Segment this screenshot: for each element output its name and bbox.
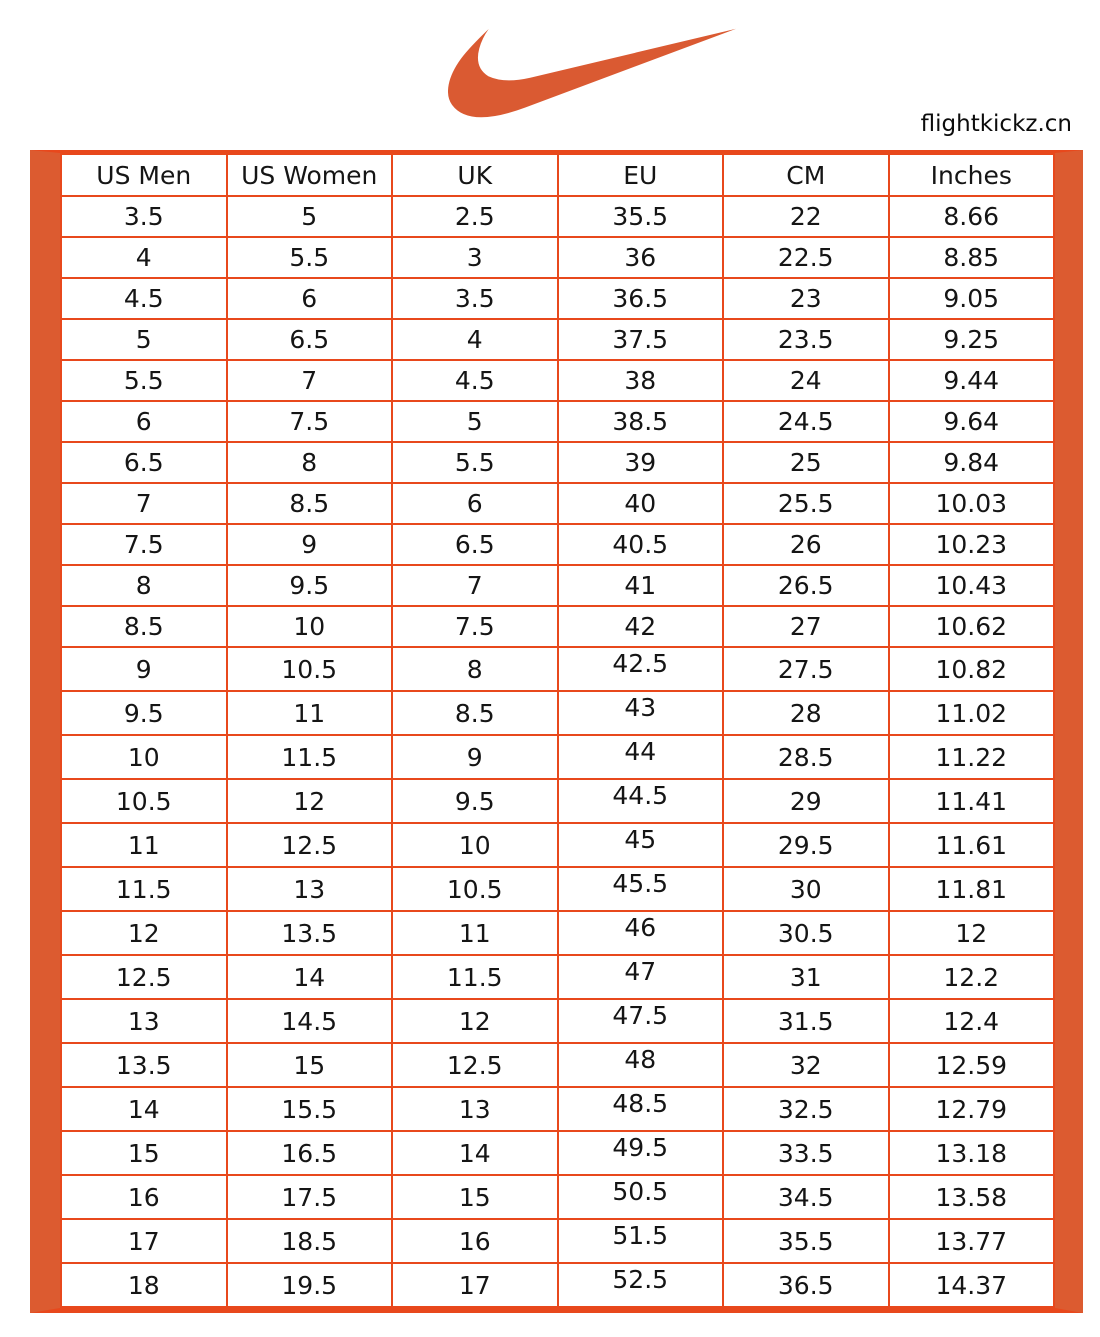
cell: 6.5 bbox=[392, 524, 558, 565]
cell: 28 bbox=[723, 691, 889, 735]
cell: 30.5 bbox=[723, 911, 889, 955]
cell: 45.5 bbox=[558, 867, 724, 911]
cell: 14 bbox=[227, 955, 393, 999]
cell: 22.5 bbox=[723, 237, 889, 278]
table-row bbox=[61, 196, 1054, 237]
cell: 13.5 bbox=[61, 1043, 227, 1087]
cell: 44 bbox=[558, 735, 724, 779]
cell: 18.5 bbox=[227, 1219, 393, 1263]
table-row bbox=[61, 735, 1054, 779]
cell: 11.41 bbox=[889, 779, 1055, 823]
cell: 12.4 bbox=[889, 999, 1055, 1043]
cell: 11.5 bbox=[61, 867, 227, 911]
cell: 26.5 bbox=[723, 565, 889, 606]
cell: 3.5 bbox=[392, 278, 558, 319]
cell: 35.5 bbox=[558, 196, 724, 237]
cell: 44.5 bbox=[558, 779, 724, 823]
cell: 4 bbox=[392, 319, 558, 360]
cell: 8.85 bbox=[889, 237, 1055, 278]
table-row bbox=[61, 565, 1054, 606]
cell: 5.5 bbox=[227, 237, 393, 278]
cell: 15.5 bbox=[227, 1087, 393, 1131]
cell: 8 bbox=[392, 647, 558, 691]
column-header: EU bbox=[558, 154, 724, 196]
cell: 3 bbox=[392, 237, 558, 278]
table-row bbox=[61, 867, 1054, 911]
cell: 18 bbox=[61, 1263, 227, 1307]
cell: 9 bbox=[61, 647, 227, 691]
cell: 35.5 bbox=[723, 1219, 889, 1263]
cell: 5.5 bbox=[392, 442, 558, 483]
cell: 7 bbox=[227, 360, 393, 401]
cell: 12.5 bbox=[392, 1043, 558, 1087]
cell: 7.5 bbox=[392, 606, 558, 647]
cell: 12.5 bbox=[61, 955, 227, 999]
cell: 30 bbox=[723, 867, 889, 911]
cell: 12 bbox=[61, 911, 227, 955]
cell: 46 bbox=[558, 911, 724, 955]
cell: 6 bbox=[392, 483, 558, 524]
cell: 16 bbox=[392, 1219, 558, 1263]
cell: 9.5 bbox=[227, 565, 393, 606]
table-row bbox=[61, 278, 1054, 319]
cell: 7.5 bbox=[227, 401, 393, 442]
cell: 10.03 bbox=[889, 483, 1055, 524]
cell: 11.02 bbox=[889, 691, 1055, 735]
column-header: Inches bbox=[889, 154, 1055, 196]
cell: 13.18 bbox=[889, 1131, 1055, 1175]
cell: 43 bbox=[558, 691, 724, 735]
cell: 42.5 bbox=[558, 647, 724, 691]
cell: 48 bbox=[558, 1043, 724, 1087]
cell: 41 bbox=[558, 565, 724, 606]
cell: 13.5 bbox=[227, 911, 393, 955]
cell: 14 bbox=[61, 1087, 227, 1131]
cell: 12 bbox=[392, 999, 558, 1043]
cell: 9.64 bbox=[889, 401, 1055, 442]
cell: 10.62 bbox=[889, 606, 1055, 647]
cell: 50.5 bbox=[558, 1175, 724, 1219]
cell: 34.5 bbox=[723, 1175, 889, 1219]
column-header: UK bbox=[392, 154, 558, 196]
cell: 9 bbox=[392, 735, 558, 779]
cell: 10 bbox=[392, 823, 558, 867]
cell: 5 bbox=[227, 196, 393, 237]
cell: 40.5 bbox=[558, 524, 724, 565]
cell: 8 bbox=[227, 442, 393, 483]
cell: 38.5 bbox=[558, 401, 724, 442]
table-row bbox=[61, 401, 1054, 442]
cell: 9.05 bbox=[889, 278, 1055, 319]
cell: 4.5 bbox=[61, 278, 227, 319]
cell: 10 bbox=[61, 735, 227, 779]
cell: 7 bbox=[61, 483, 227, 524]
cell: 12.59 bbox=[889, 1043, 1055, 1087]
cell: 12.5 bbox=[227, 823, 393, 867]
cell: 7.5 bbox=[61, 524, 227, 565]
cell: 12 bbox=[889, 911, 1055, 955]
cell: 47.5 bbox=[558, 999, 724, 1043]
cell: 37.5 bbox=[558, 319, 724, 360]
table-row bbox=[61, 823, 1054, 867]
cell: 11 bbox=[61, 823, 227, 867]
cell: 11.81 bbox=[889, 867, 1055, 911]
table-row bbox=[61, 319, 1054, 360]
table-row bbox=[61, 999, 1054, 1043]
table-row bbox=[61, 1263, 1054, 1307]
cell: 9.5 bbox=[392, 779, 558, 823]
cell: 9.25 bbox=[889, 319, 1055, 360]
cell: 19.5 bbox=[227, 1263, 393, 1307]
cell: 8.5 bbox=[227, 483, 393, 524]
cell: 9.44 bbox=[889, 360, 1055, 401]
cell: 15 bbox=[227, 1043, 393, 1087]
cell: 12 bbox=[227, 779, 393, 823]
table-header-row bbox=[61, 154, 1054, 196]
cell: 16 bbox=[61, 1175, 227, 1219]
cell: 5 bbox=[61, 319, 227, 360]
table-row bbox=[61, 360, 1054, 401]
table-row bbox=[61, 442, 1054, 483]
cell: 17 bbox=[61, 1219, 227, 1263]
cell: 51.5 bbox=[558, 1219, 724, 1263]
cell: 45 bbox=[558, 823, 724, 867]
table-row bbox=[61, 647, 1054, 691]
cell: 6.5 bbox=[61, 442, 227, 483]
cell: 23.5 bbox=[723, 319, 889, 360]
cell: 36.5 bbox=[558, 278, 724, 319]
cell: 8.5 bbox=[392, 691, 558, 735]
cell: 27.5 bbox=[723, 647, 889, 691]
cell: 29.5 bbox=[723, 823, 889, 867]
cell: 24 bbox=[723, 360, 889, 401]
cell: 9.84 bbox=[889, 442, 1055, 483]
cell: 13.58 bbox=[889, 1175, 1055, 1219]
cell: 7 bbox=[392, 565, 558, 606]
cell: 47 bbox=[558, 955, 724, 999]
cell: 25 bbox=[723, 442, 889, 483]
cell: 17 bbox=[392, 1263, 558, 1307]
cell: 8.5 bbox=[61, 606, 227, 647]
table-row bbox=[61, 955, 1054, 999]
cell: 2.5 bbox=[392, 196, 558, 237]
cell: 11.22 bbox=[889, 735, 1055, 779]
cell: 4.5 bbox=[392, 360, 558, 401]
cell: 10.82 bbox=[889, 647, 1055, 691]
cell: 9 bbox=[227, 524, 393, 565]
cell: 25.5 bbox=[723, 483, 889, 524]
table-row bbox=[61, 691, 1054, 735]
table-row bbox=[61, 1131, 1054, 1175]
cell: 13 bbox=[392, 1087, 558, 1131]
cell: 11.61 bbox=[889, 823, 1055, 867]
cell: 32 bbox=[723, 1043, 889, 1087]
cell: 11.5 bbox=[227, 735, 393, 779]
cell: 12.79 bbox=[889, 1087, 1055, 1131]
cell: 11 bbox=[392, 911, 558, 955]
table-row bbox=[61, 483, 1054, 524]
cell: 5.5 bbox=[61, 360, 227, 401]
table-row bbox=[61, 524, 1054, 565]
cell: 28.5 bbox=[723, 735, 889, 779]
cell: 6 bbox=[227, 278, 393, 319]
table-row bbox=[61, 779, 1054, 823]
cell: 10.5 bbox=[392, 867, 558, 911]
table-row bbox=[61, 237, 1054, 278]
cell: 22 bbox=[723, 196, 889, 237]
cell: 36.5 bbox=[723, 1263, 889, 1307]
cell: 13 bbox=[227, 867, 393, 911]
cell: 5 bbox=[392, 401, 558, 442]
cell: 38 bbox=[558, 360, 724, 401]
cell: 17.5 bbox=[227, 1175, 393, 1219]
cell: 14.37 bbox=[889, 1263, 1055, 1307]
table-row bbox=[61, 1175, 1054, 1219]
table-row bbox=[61, 1087, 1054, 1131]
cell: 27 bbox=[723, 606, 889, 647]
cell: 15 bbox=[61, 1131, 227, 1175]
table-row bbox=[61, 1043, 1054, 1087]
cell: 40 bbox=[558, 483, 724, 524]
cell: 42 bbox=[558, 606, 724, 647]
cell: 13.77 bbox=[889, 1219, 1055, 1263]
table-row bbox=[61, 911, 1054, 955]
cell: 24.5 bbox=[723, 401, 889, 442]
cell: 8.66 bbox=[889, 196, 1055, 237]
cell: 10.5 bbox=[61, 779, 227, 823]
cell: 33.5 bbox=[723, 1131, 889, 1175]
cell: 16.5 bbox=[227, 1131, 393, 1175]
cell: 15 bbox=[392, 1175, 558, 1219]
column-header: US Women bbox=[227, 154, 393, 196]
cell: 36 bbox=[558, 237, 724, 278]
cell: 32.5 bbox=[723, 1087, 889, 1131]
cell: 11.5 bbox=[392, 955, 558, 999]
cell: 6 bbox=[61, 401, 227, 442]
cell: 4 bbox=[61, 237, 227, 278]
cell: 3.5 bbox=[61, 196, 227, 237]
cell: 10 bbox=[227, 606, 393, 647]
cell: 39 bbox=[558, 442, 724, 483]
cell: 8 bbox=[61, 565, 227, 606]
cell: 48.5 bbox=[558, 1087, 724, 1131]
cell: 29 bbox=[723, 779, 889, 823]
cell: 12.2 bbox=[889, 955, 1055, 999]
cell: 10.5 bbox=[227, 647, 393, 691]
site-name: flightkickz.cn bbox=[920, 111, 1072, 137]
cell: 14.5 bbox=[227, 999, 393, 1043]
size-chart-frame bbox=[30, 150, 1083, 1313]
cell: 31.5 bbox=[723, 999, 889, 1043]
nike-swoosh-icon bbox=[448, 14, 738, 132]
cell: 10.23 bbox=[889, 524, 1055, 565]
column-header: CM bbox=[723, 154, 889, 196]
cell: 9.5 bbox=[61, 691, 227, 735]
cell: 31 bbox=[723, 955, 889, 999]
cell: 14 bbox=[392, 1131, 558, 1175]
size-chart-table bbox=[60, 153, 1055, 1308]
column-header: US Men bbox=[61, 154, 227, 196]
cell: 6.5 bbox=[227, 319, 393, 360]
table-row bbox=[61, 606, 1054, 647]
cell: 10.43 bbox=[889, 565, 1055, 606]
cell: 26 bbox=[723, 524, 889, 565]
cell: 52.5 bbox=[558, 1263, 724, 1307]
table-row bbox=[61, 1219, 1054, 1263]
cell: 13 bbox=[61, 999, 227, 1043]
cell: 11 bbox=[227, 691, 393, 735]
cell: 23 bbox=[723, 278, 889, 319]
cell: 49.5 bbox=[558, 1131, 724, 1175]
